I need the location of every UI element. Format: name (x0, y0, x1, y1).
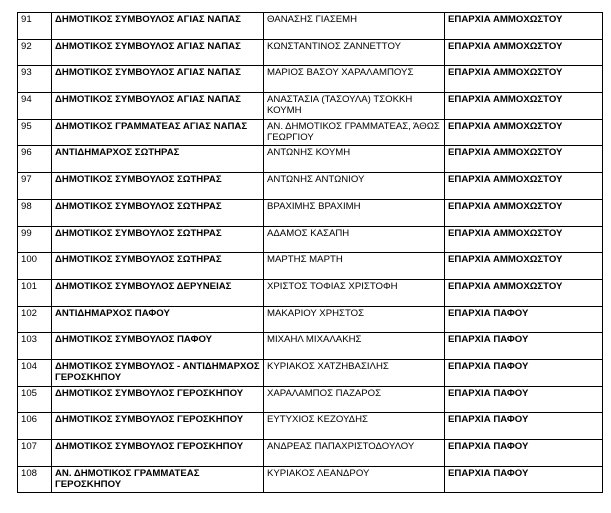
table-row (18, 39, 603, 66)
district-cell: ΕΠΑΡΧΙΑ ΑΜΜΟΧΩΣΤΟΥ (445, 13, 603, 40)
position-cell: ΔΗΜΟΤΙΚΟΣ ΣΥΜΒΟΥΛΟΣ ΑΓΙΑΣ ΝΑΠΑΣ (52, 13, 264, 40)
name-cell: ΑΝ. ΔΗΜΟΤΙΚΟΣ ΓΡΑΜΜΑΤΕΑΣ, ΆΘΩΣ ΓΕΩΡΓΙΟΥ (264, 119, 445, 146)
position-cell: ΔΗΜΟΤΙΚΟΣ ΣΥΜΒΟΥΛΟΣ ΣΩΤΗΡΑΣ (52, 226, 264, 253)
position-cell: ΔΗΜΟΤΙΚΟΣ ΣΥΜΒΟΥΛΟΣ ΓΕΡΟΣΚΗΠΟΥ (52, 386, 264, 413)
name-cell: ΑΝΑΣΤΑΣΙΑ (ΤΑΣΟΥΛΑ) ΤΣΟΚΚΗ ΚΟΥΜΗ (264, 93, 445, 120)
name-cell: ΒΡΑΧΙΜΗΣ ΒΡΑΧΙΜΗ (264, 199, 445, 226)
position-cell: ΔΗΜΟΤΙΚΟΣ ΣΥΜΒΟΥΛΟΣ ΣΩΤΗΡΑΣ (52, 199, 264, 226)
row-number: 104 (18, 359, 52, 386)
table-row (18, 466, 603, 493)
table-row (18, 279, 603, 306)
row-number: 103 (18, 333, 52, 360)
district-cell: ΕΠΑΡΧΙΑ ΠΑΦΟΥ (445, 466, 603, 493)
district-cell: ΕΠΑΡΧΙΑ ΠΑΦΟΥ (445, 386, 603, 413)
position-cell: ΔΗΜΟΤΙΚΟΣ ΣΥΜΒΟΥΛΟΣ ΑΓΙΑΣ ΝΑΠΑΣ (52, 66, 264, 93)
position-cell: ΔΗΜΟΤΙΚΟΣ ΣΥΜΒΟΥΛΟΣ ΣΩΤΗΡΑΣ (52, 253, 264, 280)
position-cell: ΔΗΜΟΤΙΚΟΣ ΣΥΜΒΟΥΛΟΣ ΑΓΙΑΣ ΝΑΠΑΣ (52, 93, 264, 120)
name-cell: ΜΙΧΑΗΛ ΜΙΧΑΛΑΚΗΣ (264, 333, 445, 360)
position-cell: ΔΗΜΟΤΙΚΟΣ ΣΥΜΒΟΥΛΟΣ - ΑΝΤΙΔΗΜΑΡΧΟΣ ΓΕΡΟΣΚΗΠΟΥ (52, 359, 264, 386)
table-row (18, 359, 603, 386)
district-cell: ΕΠΑΡΧΙΑ ΑΜΜΟΧΩΣΤΟΥ (445, 66, 603, 93)
row-number: 95 (18, 119, 52, 146)
name-cell: ΧΑΡΑΛΑΜΠΟΣ ΠΑΖΑΡΟΣ (264, 386, 445, 413)
table-row (18, 413, 603, 440)
officials-table (17, 12, 603, 493)
name-cell: ΧΡΙΣΤΟΣ ΤΟΦΙΑΣ ΧΡΙΣΤΟΦΗ (264, 279, 445, 306)
name-cell: ΜΑΡΤΗΣ ΜΑΡΤΗ (264, 253, 445, 280)
district-cell: ΕΠΑΡΧΙΑ ΑΜΜΟΧΩΣΤΟΥ (445, 39, 603, 66)
position-cell: ΔΗΜΟΤΙΚΟΣ ΓΡΑΜΜΑΤΕΑΣ ΑΓΙΑΣ ΝΑΠΑΣ (52, 119, 264, 146)
position-cell: ΑΝΤΙΔΗΜΑΡΧΟΣ ΣΩΤΗΡΑΣ (52, 146, 264, 173)
name-cell: ΑΝΤΩΝΗΣ ΑΝΤΩΝΙΟΥ (264, 173, 445, 200)
position-cell: ΔΗΜΟΤΙΚΟΣ ΣΥΜΒΟΥΛΟΣ ΣΩΤΗΡΑΣ (52, 173, 264, 200)
row-number: 99 (18, 226, 52, 253)
district-cell: ΕΠΑΡΧΙΑ ΠΑΦΟΥ (445, 333, 603, 360)
table-row (18, 173, 603, 200)
name-cell: ΑΝΤΩΝΗΣ ΚΟΥΜΗ (264, 146, 445, 173)
table-row (18, 93, 603, 120)
row-number: 93 (18, 66, 52, 93)
row-number: 92 (18, 39, 52, 66)
district-cell: ΕΠΑΡΧΙΑ ΠΑΦΟΥ (445, 440, 603, 467)
name-cell: ΚΥΡΙΑΚΟΣ ΧΑΤΖΗΒΑΣΙΛΗΣ (264, 359, 445, 386)
table-row (18, 253, 603, 280)
name-cell: ΚΩΝΣΤΑΝΤΙΝΟΣ ΖΑΝΝΕΤΤΟΥ (264, 39, 445, 66)
district-cell: ΕΠΑΡΧΙΑ ΑΜΜΟΧΩΣΤΟΥ (445, 253, 603, 280)
row-number: 94 (18, 93, 52, 120)
table-row (18, 199, 603, 226)
table-row (18, 119, 603, 146)
row-number: 106 (18, 413, 52, 440)
row-number: 105 (18, 386, 52, 413)
table-row (18, 13, 603, 40)
district-cell: ΕΠΑΡΧΙΑ ΑΜΜΟΧΩΣΤΟΥ (445, 173, 603, 200)
table-body (18, 13, 603, 493)
row-number: 102 (18, 306, 52, 333)
row-number: 100 (18, 253, 52, 280)
name-cell: ΑΔΑΜΟΣ ΚΑΣΑΠΗ (264, 226, 445, 253)
position-cell: ΔΗΜΟΤΙΚΟΣ ΣΥΜΒΟΥΛΟΣ ΔΕΡΥΝΕΙΑΣ (52, 279, 264, 306)
row-number: 108 (18, 466, 52, 493)
district-cell: ΕΠΑΡΧΙΑ ΠΑΦΟΥ (445, 306, 603, 333)
row-number: 101 (18, 279, 52, 306)
position-cell: ΔΗΜΟΤΙΚΟΣ ΣΥΜΒΟΥΛΟΣ ΑΓΙΑΣ ΝΑΠΑΣ (52, 39, 264, 66)
table-row (18, 386, 603, 413)
position-cell: ΔΗΜΟΤΙΚΟΣ ΣΥΜΒΟΥΛΟΣ ΓΕΡΟΣΚΗΠΟΥ (52, 413, 264, 440)
table-row (18, 66, 603, 93)
row-number: 107 (18, 440, 52, 467)
row-number: 98 (18, 199, 52, 226)
row-number: 97 (18, 173, 52, 200)
position-cell: ΑΝ. ΔΗΜΟΤΙΚΟΣ ΓΡΑΜΜΑΤΕΑΣ ΓΕΡΟΣΚΗΠΟΥ (52, 466, 264, 493)
district-cell: ΕΠΑΡΧΙΑ ΠΑΦΟΥ (445, 359, 603, 386)
table-row (18, 146, 603, 173)
row-number: 91 (18, 13, 52, 40)
table-row (18, 333, 603, 360)
district-cell: ΕΠΑΡΧΙΑ ΑΜΜΟΧΩΣΤΟΥ (445, 279, 603, 306)
district-cell: ΕΠΑΡΧΙΑ ΑΜΜΟΧΩΣΤΟΥ (445, 226, 603, 253)
district-cell: ΕΠΑΡΧΙΑ ΑΜΜΟΧΩΣΤΟΥ (445, 146, 603, 173)
name-cell: ΜΑΡΙΟΣ ΒΑΣΟΥ ΧΑΡΑΛΑΜΠΟΥΣ (264, 66, 445, 93)
table-row (18, 440, 603, 467)
district-cell: ΕΠΑΡΧΙΑ ΑΜΜΟΧΩΣΤΟΥ (445, 93, 603, 120)
name-cell: ΚΥΡΙΑΚΟΣ ΛΕΑΝΔΡΟΥ (264, 466, 445, 493)
district-cell: ΕΠΑΡΧΙΑ ΠΑΦΟΥ (445, 413, 603, 440)
district-cell: ΕΠΑΡΧΙΑ ΑΜΜΟΧΩΣΤΟΥ (445, 199, 603, 226)
name-cell: ΕΥΤΥΧΙΟΣ ΚΕΖΟΥΔΗΣ (264, 413, 445, 440)
position-cell: ΔΗΜΟΤΙΚΟΣ ΣΥΜΒΟΥΛΟΣ ΠΑΦΟΥ (52, 333, 264, 360)
name-cell: ΜΑΚΑΡΙΟΥ ΧΡΗΣΤΟΣ (264, 306, 445, 333)
position-cell: ΔΗΜΟΤΙΚΟΣ ΣΥΜΒΟΥΛΟΣ ΓΕΡΟΣΚΗΠΟΥ (52, 440, 264, 467)
table-row (18, 306, 603, 333)
position-cell: ΑΝΤΙΔΗΜΑΡΧΟΣ ΠΑΦΟΥ (52, 306, 264, 333)
row-number: 96 (18, 146, 52, 173)
table-row (18, 226, 603, 253)
district-cell: ΕΠΑΡΧΙΑ ΑΜΜΟΧΩΣΤΟΥ (445, 119, 603, 146)
name-cell: ΘΑΝΑΣΗΣ ΓΙΑΣΕΜΗ (264, 13, 445, 40)
name-cell: ΑΝΔΡΕΑΣ ΠΑΠΑΧΡΙΣΤΟΔΟΥΛΟΥ (264, 440, 445, 467)
